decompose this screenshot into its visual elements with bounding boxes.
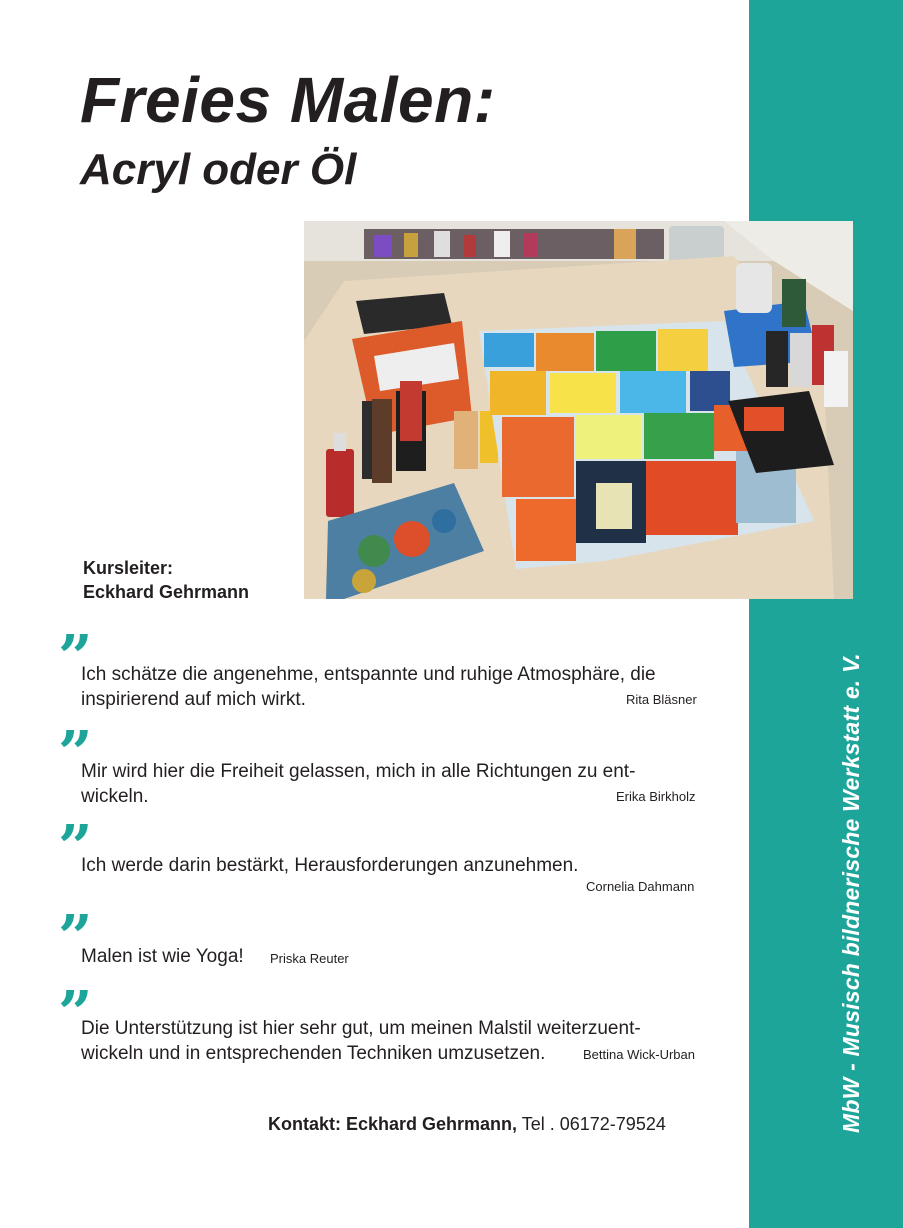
contact-label: Kontakt: Eckhard Gehrmann, bbox=[268, 1114, 518, 1134]
quote-line: Malen ist wie Yoga! bbox=[81, 946, 244, 967]
quote-text bbox=[81, 853, 578, 878]
quote-author: Cornelia Dahmann bbox=[586, 879, 695, 894]
quote-mark-icon: ” bbox=[58, 813, 90, 883]
quote-text bbox=[81, 944, 244, 969]
quote-author: Rita Bläsner bbox=[626, 692, 697, 707]
quote-line: wickeln. bbox=[81, 786, 149, 807]
quote-line: inspirierend auf mich wirkt. bbox=[81, 689, 306, 710]
quote-author: Priska Reuter bbox=[270, 951, 349, 966]
sidebar-band bbox=[749, 0, 903, 1228]
contact-line bbox=[268, 1114, 666, 1135]
quote-text bbox=[81, 662, 656, 712]
quote-line: Die Unterstützung ist hier sehr gut, um meinen Malstil weiterzuent- bbox=[81, 1018, 641, 1039]
painting-table-photo bbox=[304, 221, 853, 599]
quote-author: Erika Birkholz bbox=[616, 789, 696, 804]
quote-line: Mir wird hier die Freiheit gelassen, mich in alle Richtungen zu ent- bbox=[81, 761, 636, 782]
instructor-block bbox=[83, 556, 249, 604]
quote-line: wickeln und in entsprechenden Techniken umzusetzen. bbox=[81, 1043, 546, 1064]
quote-mark-icon: ” bbox=[58, 979, 90, 1049]
contact-phone: Tel . 06172-79524 bbox=[521, 1114, 666, 1134]
quote-mark-icon: ” bbox=[58, 719, 90, 789]
quote-line: Ich werde darin bestärkt, Herausforderungen anzunehmen. bbox=[81, 855, 579, 876]
quote-line: Ich schätze die angenehme, entspannte und ruhige Atmosphäre, die bbox=[81, 664, 656, 685]
instructor-label: Kursleiter: bbox=[83, 558, 174, 578]
quote-mark-icon: ” bbox=[58, 623, 90, 693]
instructor-name: Eckhard Gehrmann bbox=[83, 582, 250, 602]
quote-text bbox=[81, 1016, 641, 1066]
organization-name: MbW - Musisch bildnerische Werkstatt e. V. bbox=[838, 652, 864, 1133]
quote-text bbox=[81, 759, 635, 809]
page-subtitle: Acryl oder Öl bbox=[80, 145, 357, 194]
quote-author: Bettina Wick-Urban bbox=[583, 1047, 695, 1062]
page-title: Freies Malen: bbox=[80, 64, 496, 136]
quote-mark-icon: ” bbox=[58, 903, 90, 973]
